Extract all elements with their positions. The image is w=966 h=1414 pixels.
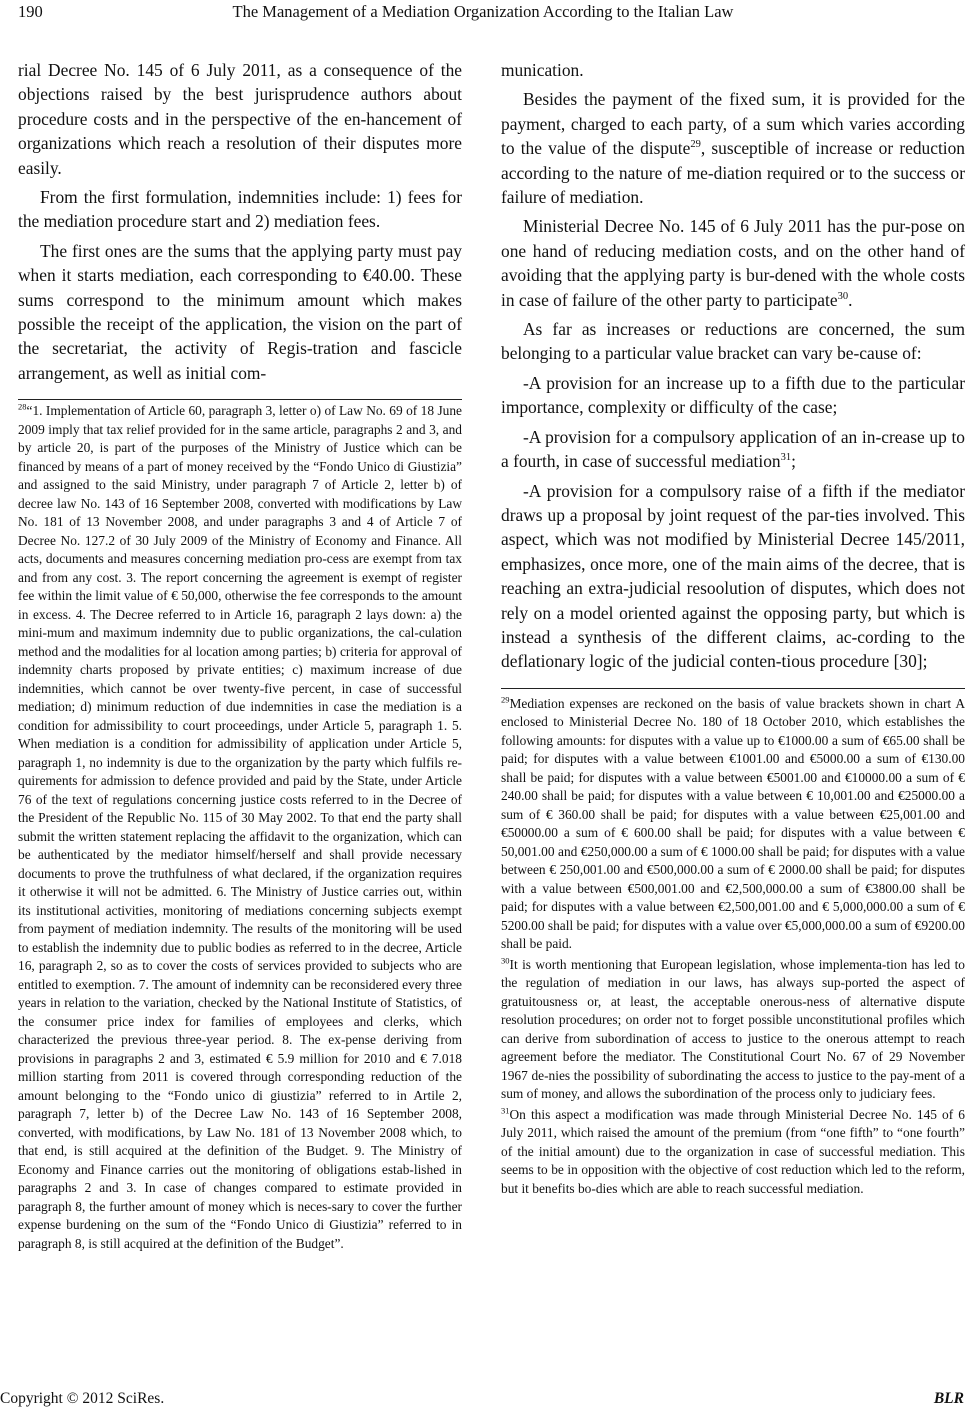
paragraph [501, 425, 965, 474]
footnote-30 [501, 956, 965, 1104]
paragraph: munication. [501, 60, 584, 80]
running-title: The Management of a Mediation Organization According to the Italian Law [232, 2, 734, 21]
paragraph: -A provision for an increase up to a fifth due to the particular importance, complexity or difficulty of the case; [501, 372, 965, 418]
paragraph [501, 87, 965, 209]
right-column [501, 58, 965, 1198]
paragraph-text: , susceptible of increase or reduction according to the nature of me-diation required or to the success or failure of mediation. [501, 138, 966, 208]
left-column [18, 58, 462, 1253]
footnote-divider [18, 399, 462, 400]
footnote-number: 31 [501, 1105, 510, 1116]
footnote-29 [501, 695, 965, 954]
footnote-text: Mediation expenses are reckoned on the basis of value brackets shown in chart A enclosed to Ministerial Decree No. 180 of 18 October 2010, which establishes the following amounts: for disputes with a value up to €1000.00 a sum of €65.00 shall be paid; for disputes with a value between €1001.00 and €5000.00 a sum of €130.00 shall be paid; for disputes with a value between €5001.00 and €10000.00 a sum of € 240.00 shall be paid; for disputes with a value between € 10,001.00 and €25000.00 a sum of € 360.00 shall be paid; for disputes with a value between €25,001.00 and €50000.00 a sum of € 600.00 shall be paid; for disputes with a value between € 50,001.00 and €250,000.00 a sum of € 1000.00 shall be paid; for disputes with a value between € 250,001.00 and €500,000.00 a sum of € 2000.00 shall be paid; for disputes with a value between €500,001.00 and €2,500,000.00 a sum of €3800.00 shall be paid; for disputes with a value between €2,500,001.00 and € 5,000,000.00 a sum of € 5200.00 shall be paid; for disputes with a value over €5,000,000.00 a sum of €9200.00 shall be paid. [501, 695, 965, 952]
paragraph-text: Besides the payment of the fixed sum, it is provided for the payment, charged to each party, of a sum which varies according to the value of the dispute [501, 89, 965, 159]
journal-abbreviation: BLR [933, 1390, 964, 1407]
paragraph-text: ; [791, 451, 796, 472]
copyright-notice: Copyright © 2012 SciRes. [0, 1390, 165, 1407]
page-header [18, 2, 948, 24]
footnote-ref: 29 [690, 139, 701, 151]
footnote-text: It is worth mentioning that European legislation, whose implementa-tion has led to the regulation of mediation in our laws, has always sup-ported the aspect of gratuitousness or, at least, the acceptable onerous-ness of alternative dispute resolution procedures; on order not to forget possible unconstitutional profiles which can derive from subordination of access to justice to the onerous attempt to reach agreement before the mediator. The Constitutional Court No. 67 of 29 November 1967 de-nies the possibility of subordinating the access to justice to the pay-ment of a sum of money, and allows the subordination of the process only to judiciary fees. [501, 956, 965, 1102]
paragraph: rial Decree No. 145 of 6 July 2011, as a consequence of the objections raised by the best jurisprudence authors about procedure costs and in the perspective of the en-hancement of organizations which reach a resolution of their disputes more easily. [18, 60, 462, 178]
right-body-text [501, 58, 965, 674]
paragraph: -A provision for a compulsory raise of a fifth if the mediator draws up a proposal by joint request of the par-ties involved. This aspect, which was not modified by Ministerial Decree 145/2011, emphasizes, once more, one of the main aims of the decree, that is reaching an extra-judicial resoolution of disputes, which does not rely on a model oriented against the opposing party, but which is instead a synthesis of the different claims, ac-cording to the deflationary logic of the judicial conten-tious procedure [30]; [501, 480, 965, 672]
right-footnotes [501, 695, 965, 1199]
paragraph-text: . [848, 289, 853, 310]
paragraph-text: Ministerial Decree No. 145 of 6 July 2011 has the pur-pose on one hand of reducing mediation costs, and on the other hand of avoiding that the applying party is bur-dened with the whole costs in case of failure of the other party to participate [501, 216, 965, 310]
footnote-divider [501, 688, 965, 689]
paragraph-text: -A provision for a compulsory application of an in-crease up to a fourth, in case of successful mediation [501, 426, 965, 472]
paragraph: As far as increases or reductions are concerned, the sum belonging to a particular value bracket can vary be-cause of: [501, 319, 965, 364]
paragraph [501, 214, 965, 312]
page-number: 190 [18, 2, 43, 21]
left-body-text [18, 58, 462, 385]
footnote-text: “1. Implementation of Article 60, paragraph 3, letter o) of Law No. 69 of 18 June 2009 imply that tax relief provided for in the same article, paragraphs 2 and 3, and by article 20, is part of the purposes of the Ministry of Justice which can be financed by means of a part of money received by the “Fondo Unico di Giustizia” and assigned to the said Ministry, under paragraph 7 of Article 2, letter b) of decree law No. 143 of 16 September 2008, converted with modifications by Law No. 181 of 13 November 2008, and under paragraphs 3 and 4 of Article 7 of Decree No. 127.2 of 30 July 2009 of the Ministry of Economy and Finance. All acts, documents and measures concerning mediation pro-cess are exempt from tax and from any cost. 3. The report concerning the agreement is exempt of register fee within the limit value of € 50,000, otherwise the fee corresponds to the amount in excess. 4. The Decree referred to in Article 16, paragraph 2 lays down: a) the mini-mum and maximum indemnity due to public organizations, the cal-culation method and the modalities for al location among parties; b) criteria for approval of indemnity charts proposed by private entities; c) maximum increase of due indemnities, which cannot be over twenty-five percent, in case of successful mediation; d) minimum reduction of due indemnities in case the mediation is a condition for admissibility to court proceedings, under Article 5, paragraph 1. 5. When mediation is a condition for admissibility of application under Article 5, paragraph 1, no indemnity is due to the organization by the party which fulfils re-quirements for admission to defence provided and paid by the State, under Article 76 of the text of regulations concerning justice costs referred to in the Decree of the President of the Republic No. 115 of 30 May 2002. To that end the party shall submit the written statement replacing the affidavit to the organization, which can be authenticated by the mediator himself/herself and shall provide necessary documents to prove the truthfulness of what declared, if the organization requires it otherwise it will not be admitted. 6. The Ministry of Justice carries out, within its institutional activities, monitoring of mediations concerning subjects exempt from payment of mediation indemnity. The results of the monitoring will be used to establish the indemnity due to public bodies as referred to in the decree, Article 16, paragraph 2, so as to cover the costs of services provided to subjects who are entitled to exemption. 7. The amount of indemnity can be reconsidered every three years in relation to the variation, checked by the National Institute of Statistics, of the consumer price index for families of employees and clerks, which characterized the previous three-year period. 8. The ex-pense deriving from provisions in paragraphs 2 and 3, estimated € 5.9 million for 2010 and € 7.018 million starting from 2011 is covered through corresponding reduction of the amount belonging to the “Fondo unico di giustizia” referred to in Artile 2, paragraph 7, letter b) of the Decree Law No. 143 of 16 September 2008, converted, with modifications, by Law No. 181 of 13 November 2008 which, to that end, is still acquired at the definition of the Budget. 9. The Ministry of Economy and Finance carries out the monitoring of obligations estab-lished in paragraphs 2 and 3. In case of changes compared to estimate provided in paragraph 8, the further amount of money which is neces-sary to cover the further expense burdening on the sum of the “Fondo Unico di Giustizia” referred to in paragraph 8, is still acquired at the definition of the Budget”. [18, 403, 462, 1251]
left-footnotes [18, 402, 462, 1253]
footnote-31 [501, 1106, 965, 1199]
paragraph: From the first formulation, indemnities include: 1) fees for the mediation procedure start and 2) mediation fees. [18, 187, 462, 232]
footnote-text: On this aspect a modification was made through Ministerial Decree No. 145 of 6 July 2011, which raised the amount of the premium (from “one fifth” to “one fourth” of the initial amount) due to the organization in case of successful mediation. This seems to be in opposition with the objective of cost reduction which led to the reform, but it benefits bo-dies which are able to reach successful mediation. [501, 1106, 965, 1196]
paragraph: The first ones are the sums that the applying party must pay when it starts mediation, each corresponding to €40.00. These sums correspond to the minimum amount which makes possible the receipt of the application, the vision on the part of the secretariat, the activity of Regis-tration and fascicle arrangement, as well as initial com- [18, 240, 462, 383]
footnote-number: 28 [18, 401, 27, 412]
footnote-28 [18, 402, 462, 1253]
footnote-number: 29 [501, 694, 510, 705]
footnote-number: 30 [501, 955, 510, 966]
footnote-ref: 31 [780, 452, 792, 464]
footnote-ref: 30 [837, 290, 849, 302]
page-footer [0, 1386, 966, 1414]
